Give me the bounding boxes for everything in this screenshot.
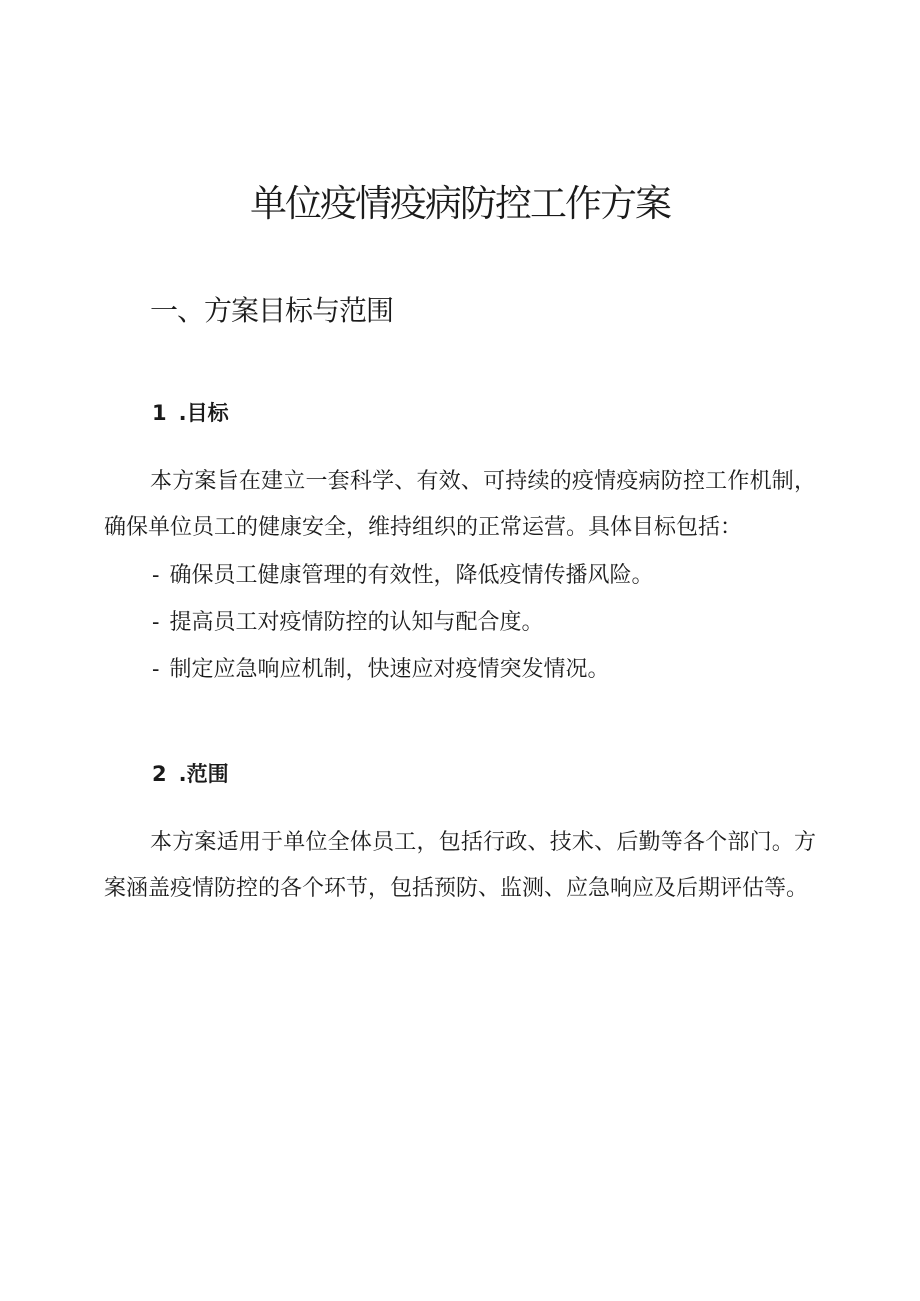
goal-bullet-1 <box>152 553 653 599</box>
document-title: 单位疫情疫病防控工作方案 <box>250 182 670 225</box>
bullet-text: 提高员工对疫情防控的认知与配合度。 <box>169 610 544 635</box>
bullet-marker: - <box>152 657 160 682</box>
subheading-scope-number: 2 <box>152 762 167 786</box>
bullet-marker: - <box>152 563 160 588</box>
goal-bullet-3 <box>152 647 609 693</box>
goal-paragraph: 本方案旨在建立一套科学、有效、可持续的疫情疫病防控工作机制，确保单位员工的健康安全，维持组织的正常运营。具体目标包括： <box>104 469 816 540</box>
subheading-goal <box>152 398 229 428</box>
scope-paragraph: 本方案适用于单位全体员工，包括行政、技术、后勤等各个部门。方案涵盖疫情防控的各个环节，包括预防、监测、应急响应及后期评估等。 <box>104 830 816 901</box>
bullet-marker: - <box>152 610 160 635</box>
bullet-text: 确保员工健康管理的有效性，降低疫情传播风险。 <box>169 563 654 588</box>
section-heading: 一、方案目标与范围 <box>150 294 394 327</box>
subheading-goal-number: 1 <box>152 401 167 425</box>
subheading-goal-label: .目标 <box>178 401 229 425</box>
goal-bullet-2 <box>152 600 543 646</box>
subheading-scope <box>152 759 229 789</box>
bullet-text: 制定应急响应机制，快速应对疫情突发情况。 <box>169 657 610 682</box>
subheading-scope-label: .范围 <box>178 762 229 786</box>
